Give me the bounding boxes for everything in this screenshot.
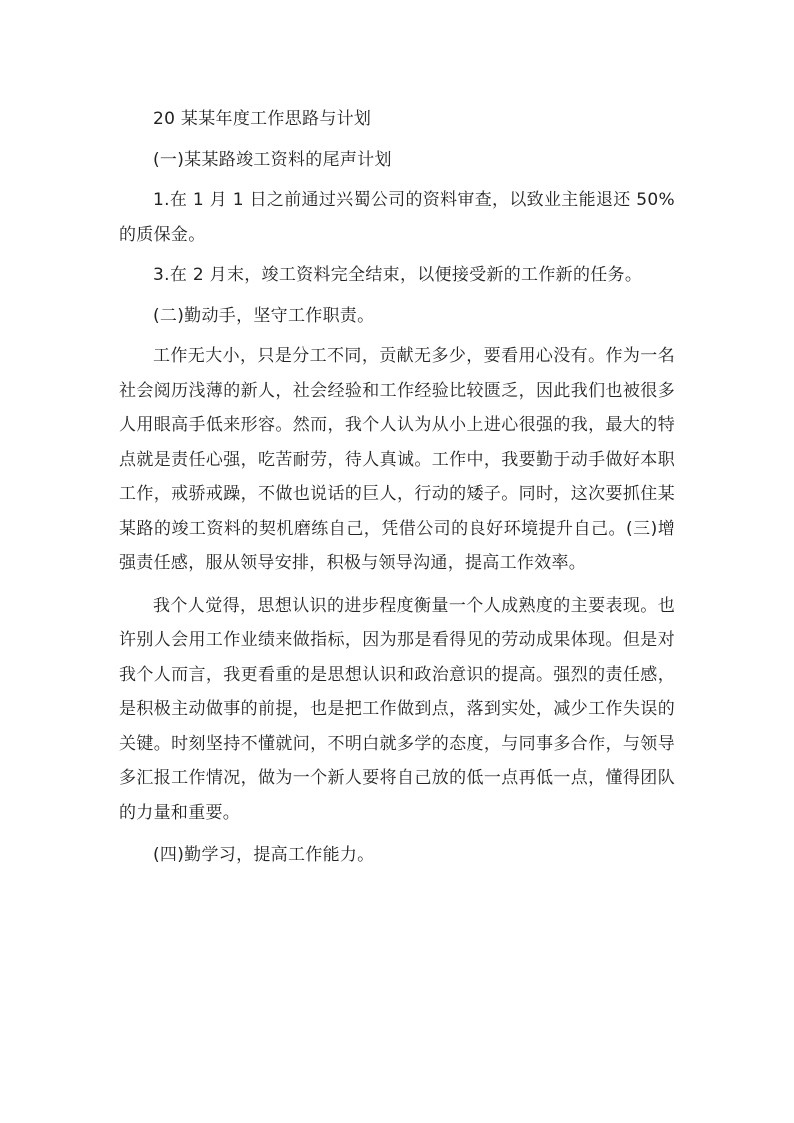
section-heading-1: (一)某某路竣工资料的尾声计划 xyxy=(153,149,392,170)
section-heading-4: (四)勤学习，提高工作能力。 xyxy=(153,845,375,865)
document-body xyxy=(119,102,675,873)
plan-item-1: 1.在 1 月 1 日之前通过兴蜀公司的资料审查，以致业主能退还 50%的质保金。 xyxy=(119,190,675,245)
body-paragraph-1: 工作无大小，只是分工不同，贡献无多少，要看用心没有。作为一名社会阅历浅薄的新人，社会经验和工作经验比较匮乏，因此我们也被很多人用眼高手低来形容。然而，我个人认为从小上进心很强的我，最大的特点就是责任心强，吃苦耐劳，待人真诚。工作中，我要勤于动手做好本职工作，戒骄戒躁，不做也说话的巨人，行动的矮子。同时，这次要抓住某某路的竣工资料的契机磨练自己，凭借公司的良好环境提升自己。(三)增强责任感，服从领导安排，积极与领导沟通，提高工作效率。 xyxy=(119,346,675,573)
plan-item-3: 3.在 2 月末，竣工资料完全结束，以便接受新的工作新的任务。 xyxy=(153,265,643,285)
body-paragraph-2: 我个人觉得，思想认识的进步程度衡量一个人成熟度的主要表现。也许别人会用工作业绩来做指标，因为那是看得见的劳动成果体现。但是对我个人而言，我更看重的是思想认识和政治意识的提高。强烈的责任感，是积极主动做事的前提，也是把工作做到点，落到实处，减少工作失误的关键。时刻坚持不懂就问，不明白就多学的态度，与同事多合作，与领导多汇报工作情况，做为一个新人要将自己放的低一点再低一点，懂得团队的力量和重要。 xyxy=(119,595,675,823)
section-heading-2: (二)勤动手，坚守工作职责。 xyxy=(153,305,375,326)
plan-title: 20 某某年度工作思路与计划 xyxy=(153,109,372,129)
